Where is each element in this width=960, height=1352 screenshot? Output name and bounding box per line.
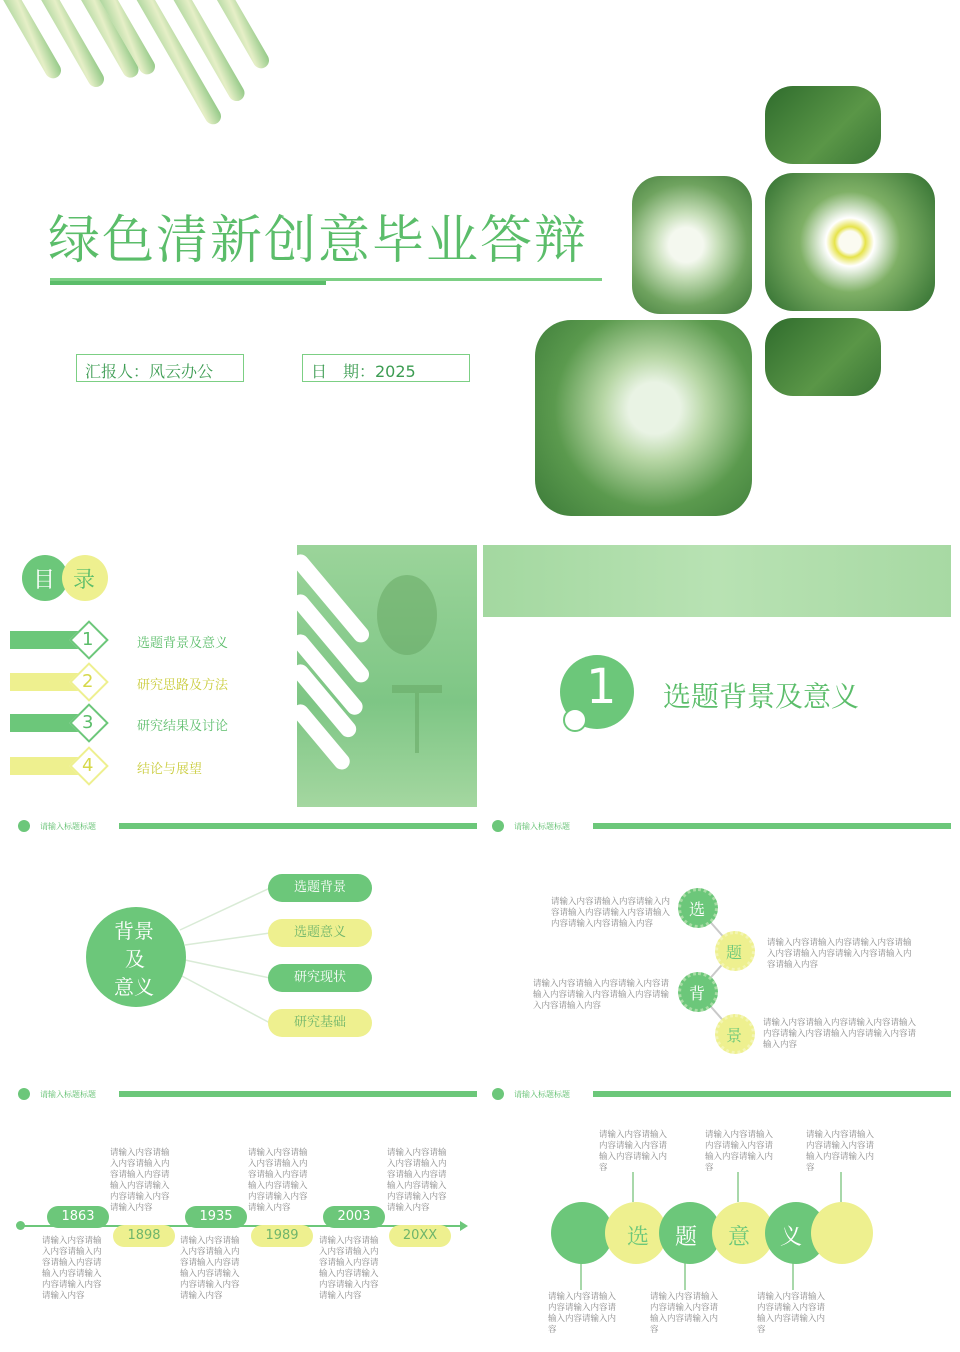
circle-char-3: 意 [728, 1225, 751, 1250]
chain-node-4-label: 景 [726, 1026, 743, 1045]
toc-item-2[interactable] [0, 667, 260, 697]
circles-text-bottom-2: 请输入内容请输入内容请输入内容请输入内容请输入内容 [650, 1292, 719, 1335]
photo-blossom-middle [632, 176, 752, 314]
timeline-year-2[interactable]: 1898 [113, 1225, 175, 1247]
slide-label: 请输入标题标题 [514, 822, 570, 831]
mindmap-center-line-2: 及 [125, 947, 145, 971]
timeline-arrow [460, 1221, 468, 1231]
toc-slide [0, 545, 477, 807]
cover-slide [0, 0, 960, 530]
circles-slide [483, 1110, 951, 1348]
slide-header [488, 818, 951, 834]
toc-label: 研究结果及讨论 [137, 719, 229, 734]
timeline-year-5[interactable]: 2003 [323, 1206, 385, 1228]
title-underline-accent [50, 281, 326, 285]
toc-num: 1 [82, 629, 94, 650]
chain-text-4: 请输入内容请输入内容请输入内容请输入内容请输入内容请输入内容请输入内容请输入内容 [763, 1018, 917, 1050]
circle-1 [551, 1202, 613, 1264]
circles-text-top-1: 请输入内容请输入内容请输入内容请输入内容请输入内容 [599, 1130, 668, 1173]
toc-num: 3 [82, 712, 94, 733]
photo-grass-top [765, 86, 881, 164]
cover-title: 绿色清新创意毕业答辩 [48, 211, 589, 271]
toc-photo [297, 545, 477, 807]
toc-label: 研究思路及方法 [137, 678, 229, 693]
slide-header [488, 1086, 951, 1102]
toc-item-3[interactable] [0, 708, 260, 738]
timeline-text: 请输入内容请输入内容请输入内容请输入内容请输入内容请输入内容请输入内容请输入内容 [42, 1236, 102, 1301]
slide-header [14, 818, 477, 834]
timeline-text: 请输入内容请输入内容请输入内容请输入内容请输入内容请输入内容请输入内容请输入内容 [319, 1236, 379, 1301]
mindmap-center-line-3: 意义 [114, 975, 154, 999]
circles-text-top-2: 请输入内容请输入内容请输入内容请输入内容请输入内容 [705, 1130, 774, 1173]
timeline-year-1[interactable]: 1863 [47, 1206, 109, 1228]
mindmap-center-line-1: 背景 [114, 919, 154, 943]
mindmap-connectors [0, 845, 477, 1075]
chain-text-1: 请输入内容请输入内容请输入内容请输入内容请输入内容请输入内容请输入内容请输入内容 [551, 897, 671, 929]
slide-label: 请输入标题标题 [514, 1090, 570, 1099]
decorative-stripes [0, 0, 290, 150]
circles-text-bottom-1: 请输入内容请输入内容请输入内容请输入内容请输入内容 [548, 1292, 617, 1335]
mindmap-branch-1[interactable]: 选题背景 [268, 874, 372, 902]
timeline-year-6[interactable]: 20XX [389, 1225, 451, 1247]
circle-6 [811, 1202, 873, 1264]
toc-photo-stripes [297, 545, 477, 807]
toc-label: 选题背景及意义 [137, 636, 229, 651]
timeline-year-3[interactable]: 1935 [185, 1206, 247, 1228]
toc-item-4[interactable] [0, 751, 260, 781]
timeline-text: 请输入内容请输入内容请输入内容请输入内容请输入内容请输入内容请输入内容请输入内容 [387, 1148, 447, 1213]
mindmap-branch-4[interactable]: 研究基础 [268, 1009, 372, 1037]
timeline-text: 请输入内容请输入内容请输入内容请输入内容请输入内容请输入内容请输入内容请输入内容 [110, 1148, 170, 1213]
circle-char-1: 选 [627, 1225, 650, 1250]
circle-char-4: 义 [780, 1225, 803, 1250]
toc-item-1[interactable] [0, 625, 260, 655]
timeline-year-4[interactable]: 1989 [251, 1225, 313, 1247]
chain-text-3: 请输入内容请输入内容请输入内容请输入内容请输入内容请输入内容请输入内容请输入内容 [533, 979, 670, 1011]
mindmap-branch-3[interactable]: 研究现状 [268, 964, 372, 992]
timeline-text: 请输入内容请输入内容请输入内容请输入内容请输入内容请输入内容请输入内容请输入内容 [248, 1148, 308, 1213]
circle-char-2: 题 [675, 1225, 698, 1250]
section-banner [483, 545, 951, 617]
photo-blossom-large [535, 320, 752, 516]
chain-node-3-label: 背 [689, 984, 706, 1003]
reporter-box: 汇报人：风云办公 [76, 354, 244, 382]
section-title: 选题背景及意义 [663, 680, 860, 713]
slide-label: 请输入标题标题 [40, 822, 96, 831]
timeline-slide [0, 1110, 477, 1340]
chain-node-1-label: 选 [689, 900, 706, 919]
date-box: 日 期：2025 [302, 354, 470, 382]
photo-grass-bottom [765, 318, 881, 396]
section-slide [483, 545, 951, 807]
toc-num: 2 [82, 671, 94, 692]
chain-text-2: 请输入内容请输入内容请输入内容请输入内容请输入内容请输入内容请输入内容请输入内容 [767, 938, 912, 970]
mindmap-slide [0, 845, 477, 1075]
toc-title-b: 录 [73, 568, 96, 593]
slide-label: 请输入标题标题 [40, 1090, 96, 1099]
timeline-text: 请输入内容请输入内容请输入内容请输入内容请输入内容请输入内容请输入内容请输入内容 [180, 1236, 240, 1301]
circles-text-bottom-3: 请输入内容请输入内容请输入内容请输入内容请输入内容 [757, 1292, 826, 1335]
chain-node-2-label: 题 [726, 943, 743, 962]
section-number: 1 [586, 659, 617, 715]
mindmap-branch-2[interactable]: 选题意义 [268, 919, 372, 947]
toc-title-a: 目 [33, 568, 56, 593]
circles-text-top-3: 请输入内容请输入内容请输入内容请输入内容请输入内容 [806, 1130, 875, 1173]
toc-label: 结论与展望 [137, 762, 203, 777]
toc-num: 4 [82, 755, 94, 776]
chain-slide [483, 845, 951, 1075]
slide-header [14, 1086, 477, 1102]
photo-daisy-right [765, 173, 935, 311]
section-small-circle [563, 708, 587, 732]
